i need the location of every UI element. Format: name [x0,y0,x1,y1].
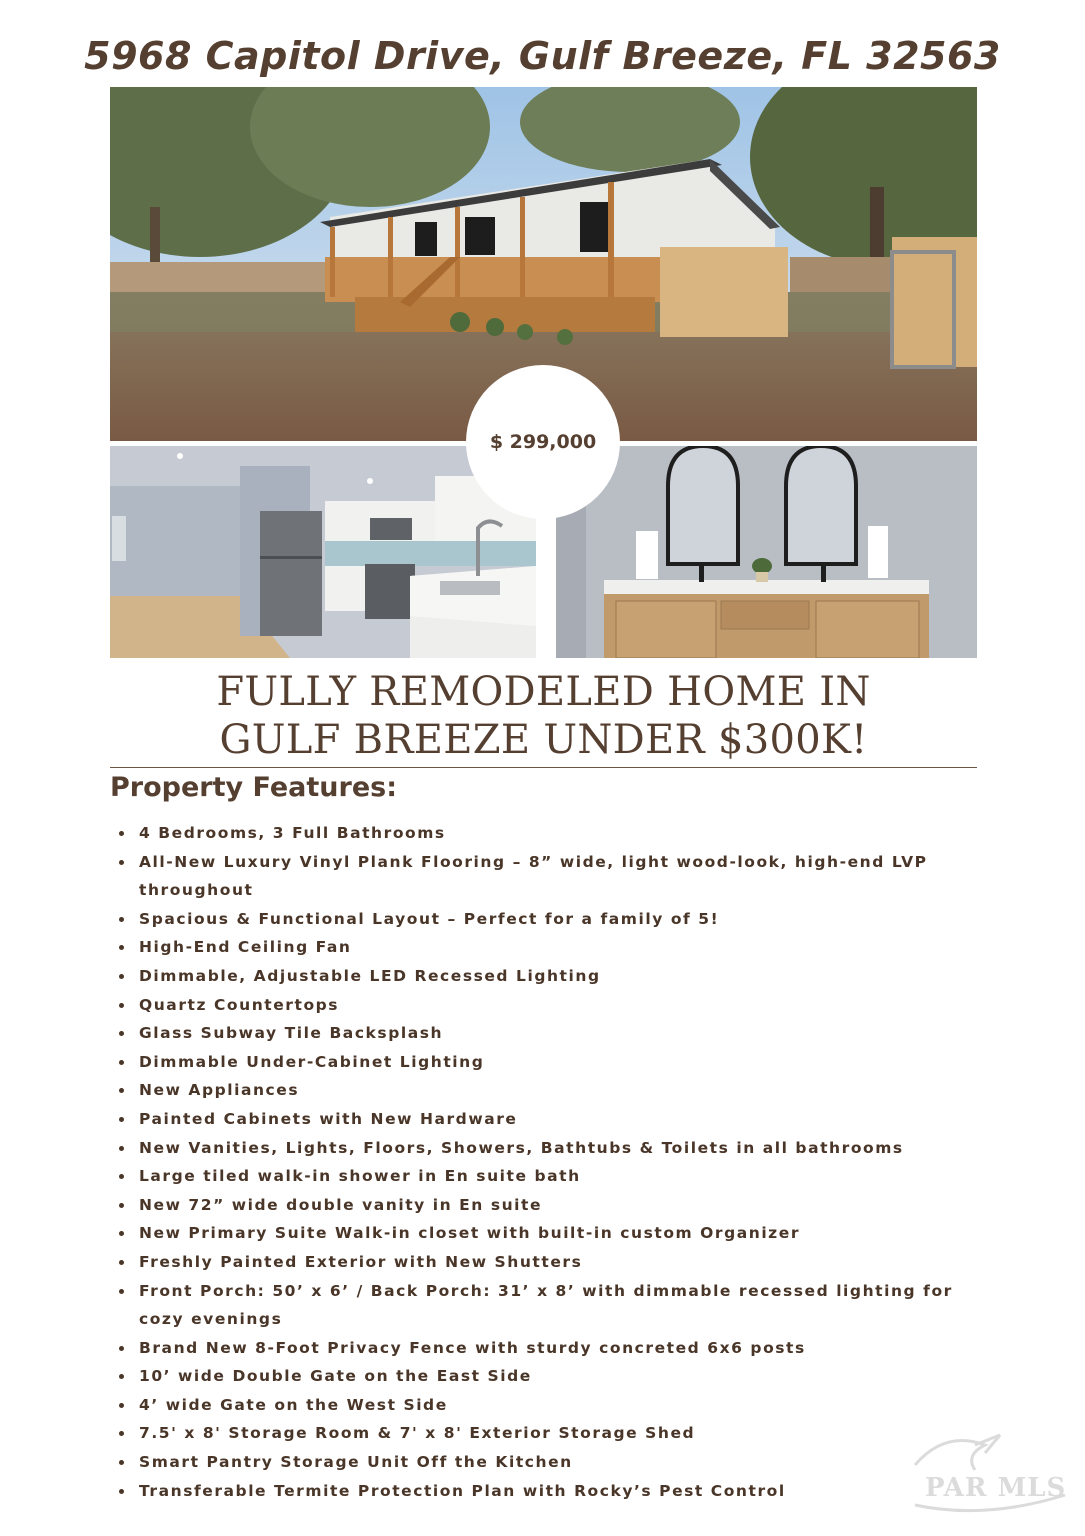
feature-item: Freshly Painted Exterior with New Shutters [139,1248,977,1277]
kitchen-photo [110,446,536,658]
feature-item: Spacious & Functional Layout – Perfect for a family of 5! [139,905,977,934]
divider [110,767,977,768]
feature-item: Dimmable Under-Cabinet Lighting [139,1048,977,1077]
feature-item: Painted Cabinets with New Hardware [139,1105,977,1134]
features-list [139,819,977,1505]
feature-item: 4’ wide Gate on the West Side [139,1391,977,1420]
bathroom-photo [556,446,977,658]
property-address-title: 5968 Capitol Drive, Gulf Breeze, FL 32563 [84,34,1001,78]
feature-item: New Appliances [139,1076,977,1105]
feature-item: Large tiled walk-in shower in En suite bath [139,1162,977,1191]
feature-item: 10’ wide Double Gate on the East Side [139,1362,977,1391]
headline-line-1: FULLY REMODELED HOME IN [216,669,871,715]
feature-item: 4 Bedrooms, 3 Full Bathrooms [139,819,977,848]
feature-item: Front Porch: 50’ x 6’ / Back Porch: 31’ x 8’ with dimmable recessed lighting for cozy evenings [139,1277,977,1334]
feature-item: Glass Subway Tile Backsplash [139,1019,977,1048]
feature-item: New 72” wide double vanity in En suite [139,1191,977,1220]
feature-item: Quartz Countertops [139,991,977,1020]
mls-logo-watermark [905,1425,1070,1525]
feature-item: High-End Ceiling Fan [139,933,977,962]
feature-item: 7.5' x 8' Storage Room & 7' x 8' Exterior Storage Shed [139,1419,977,1448]
feature-item: Brand New 8-Foot Privacy Fence with sturdy concreted 6x6 posts [139,1334,977,1363]
headline [110,668,977,764]
price-badge [466,365,620,519]
features-heading: Property Features: [110,772,398,803]
price-text: $ 299,000 [489,431,597,453]
feature-item: All-New Luxury Vinyl Plank Flooring – 8” wide, light wood-look, high-end LVP throughout [139,848,977,905]
mls-logo-text: PAR MLS [925,1473,1067,1503]
feature-item: Transferable Termite Protection Plan with Rocky’s Pest Control [139,1477,977,1506]
feature-item: Dimmable, Adjustable LED Recessed Lighting [139,962,977,991]
feature-item: Smart Pantry Storage Unit Off the Kitchen [139,1448,977,1477]
headline-line-2: GULF BREEZE UNDER $300K! [219,717,868,763]
feature-item: New Primary Suite Walk-in closet with built-in custom Organizer [139,1219,977,1248]
feature-item: New Vanities, Lights, Floors, Showers, Bathtubs & Toilets in all bathrooms [139,1134,977,1163]
